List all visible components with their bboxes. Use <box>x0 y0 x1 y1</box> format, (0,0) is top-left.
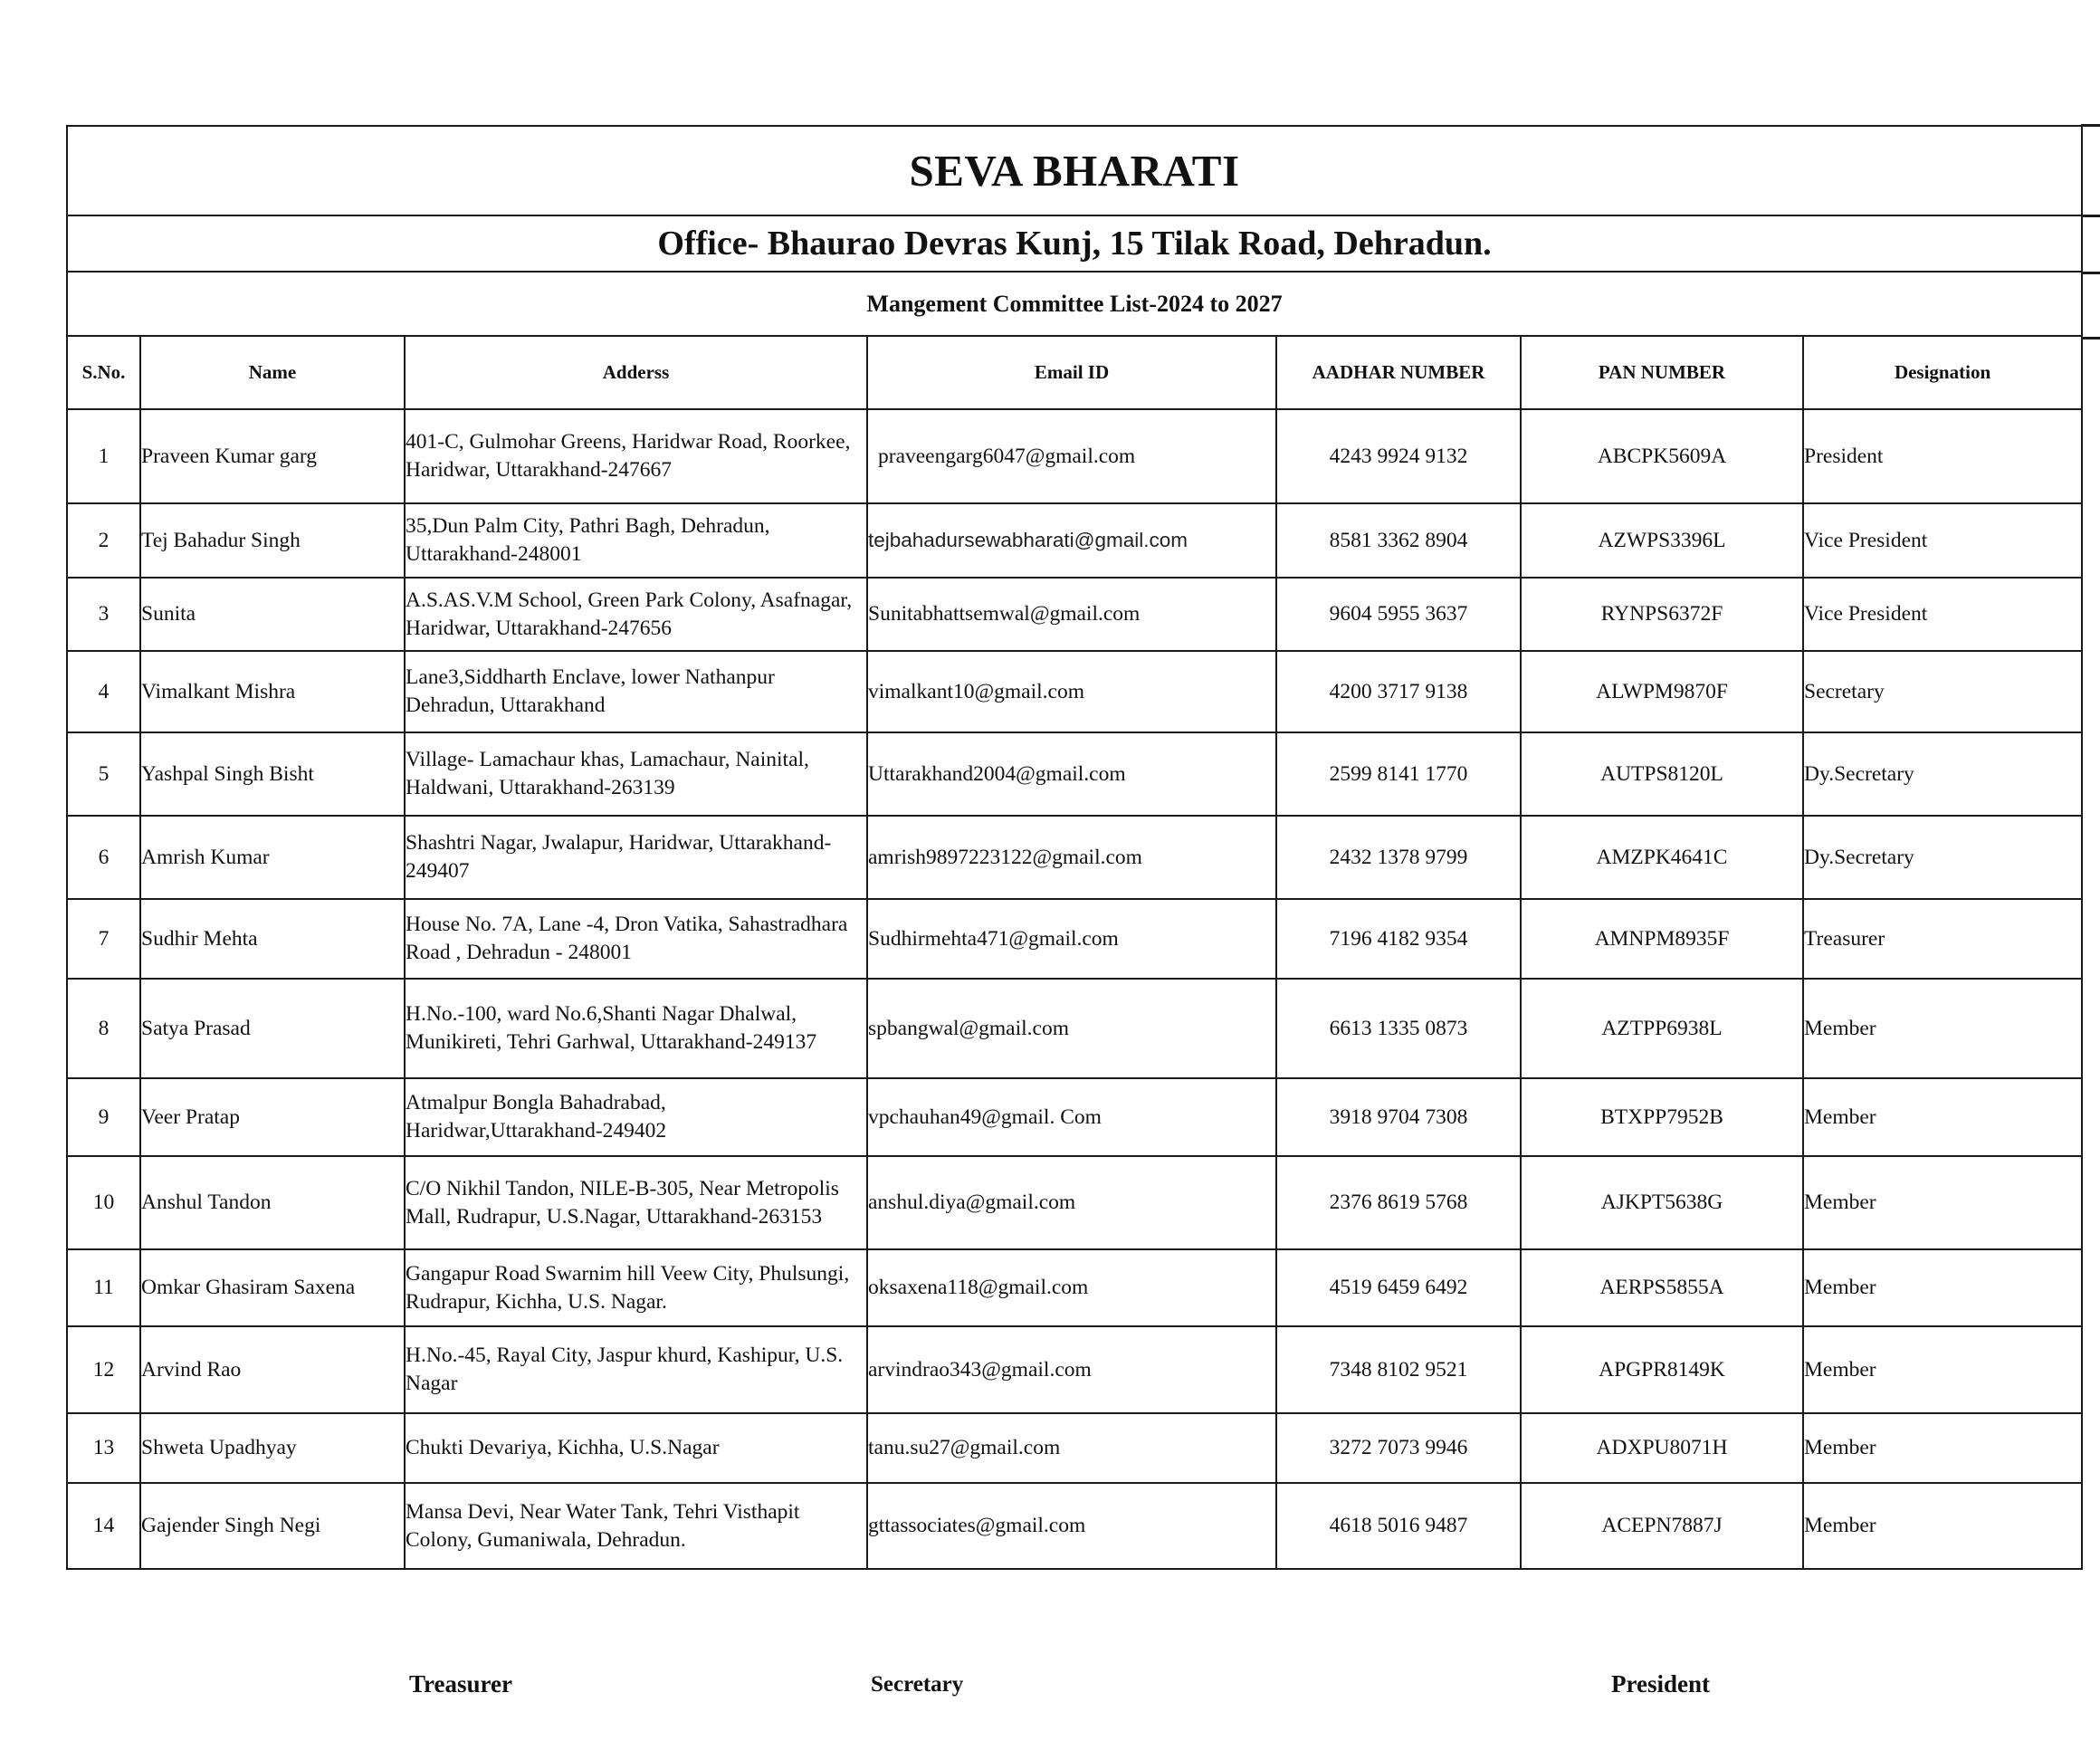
table-rule-extension <box>2081 124 2100 127</box>
cell-address: Gangapur Road Swarnim hill Veew City, Phulsungi, Rudrapur, Kichha, U.S. Nagar. <box>405 1249 867 1326</box>
cell-pan: ACEPN7887J <box>1521 1483 1803 1569</box>
cell-email: oksaxena118@gmail.com <box>867 1249 1276 1326</box>
cell-designation: Dy.Secretary <box>1803 732 2082 816</box>
cell-designation: Member <box>1803 1078 2082 1156</box>
table-row <box>67 409 2082 503</box>
column-header-designation: Designation <box>1803 336 2082 409</box>
cell-address: Chukti Devariya, Kichha, U.S.Nagar <box>405 1413 867 1483</box>
cell-pan: AUTPS8120L <box>1521 732 1803 816</box>
cell-email: arvindrao343@gmail.com <box>867 1326 1276 1413</box>
cell-aadhar: 7348 8102 9521 <box>1276 1326 1521 1413</box>
cell-sno: 7 <box>67 899 140 979</box>
cell-designation: President <box>1803 409 2082 503</box>
cell-sno: 5 <box>67 732 140 816</box>
cell-designation: Secretary <box>1803 651 2082 732</box>
cell-pan: RYNPS6372F <box>1521 578 1803 651</box>
table-row <box>67 1249 2082 1326</box>
column-header-pan: PAN NUMBER <box>1521 336 1803 409</box>
cell-designation: Member <box>1803 979 2082 1078</box>
cell-name: Praveen Kumar garg <box>140 409 405 503</box>
cell-aadhar: 3272 7073 9946 <box>1276 1413 1521 1483</box>
cell-address: Atmalpur Bongla Bahadrabad, Haridwar,Uttarakhand-249402 <box>405 1078 867 1156</box>
cell-address: A.S.AS.V.M School, Green Park Colony, Asafnagar, Haridwar, Uttarakhand-247656 <box>405 578 867 651</box>
cell-pan: AZTPP6938L <box>1521 979 1803 1078</box>
cell-name: Sudhir Mehta <box>140 899 405 979</box>
cell-aadhar: 4618 5016 9487 <box>1276 1483 1521 1569</box>
list-title: Mangement Committee List-2024 to 2027 <box>67 272 2082 336</box>
cell-sno: 10 <box>67 1156 140 1249</box>
cell-name: Sunita <box>140 578 405 651</box>
cell-sno: 4 <box>67 651 140 732</box>
cell-designation: Vice President <box>1803 503 2082 578</box>
cell-pan: ADXPU8071H <box>1521 1413 1803 1483</box>
cell-aadhar: 9604 5955 3637 <box>1276 578 1521 651</box>
table-row <box>67 732 2082 816</box>
cell-designation: Dy.Secretary <box>1803 816 2082 899</box>
cell-pan: ABCPK5609A <box>1521 409 1803 503</box>
signature-president: President <box>1611 1670 1710 1697</box>
cell-email: gttassociates@gmail.com <box>867 1483 1276 1569</box>
cell-address: 401-C, Gulmohar Greens, Haridwar Road, Roorkee, Haridwar, Uttarakhand-247667 <box>405 409 867 503</box>
cell-pan: AMNPM8935F <box>1521 899 1803 979</box>
organization-title: SEVA BHARATI <box>67 126 2082 215</box>
cell-name: Shweta Upadhyay <box>140 1413 405 1483</box>
table-row <box>67 979 2082 1078</box>
table-row <box>67 651 2082 732</box>
cell-aadhar: 2599 8141 1770 <box>1276 732 1521 816</box>
cell-email: tanu.su27@gmail.com <box>867 1413 1276 1483</box>
column-header-email: Email ID <box>867 336 1276 409</box>
table-row <box>67 1326 2082 1413</box>
cell-email: Sunitabhattsemwal@gmail.com <box>867 578 1276 651</box>
cell-email: anshul.diya@gmail.com <box>867 1156 1276 1249</box>
cell-name: Arvind Rao <box>140 1326 405 1413</box>
cell-designation: Member <box>1803 1156 2082 1249</box>
table-rule-extension <box>2081 215 2100 217</box>
table-rule-extension <box>2081 272 2100 274</box>
cell-email: tejbahadursewabharati@gmail.com <box>867 503 1276 578</box>
office-address: Office- Bhaurao Devras Kunj, 15 Tilak Road, Dehradun. <box>67 215 2082 272</box>
cell-designation: Vice President <box>1803 578 2082 651</box>
cell-designation: Member <box>1803 1413 2082 1483</box>
cell-designation: Treasurer <box>1803 899 2082 979</box>
cell-aadhar: 2432 1378 9799 <box>1276 816 1521 899</box>
cell-email: Uttarakhand2004@gmail.com <box>867 732 1276 816</box>
cell-email: vpchauhan49@gmail. Com <box>867 1078 1276 1156</box>
cell-address: C/O Nikhil Tandon, NILE-B-305, Near Metropolis Mall, Rudrapur, U.S.Nagar, Uttarakhand-263153 <box>405 1156 867 1249</box>
cell-pan: AZWPS3396L <box>1521 503 1803 578</box>
cell-name: Omkar Ghasiram Saxena <box>140 1249 405 1326</box>
cell-address: Lane3,Siddharth Enclave, lower Nathanpur Dehradun, Uttarakhand <box>405 651 867 732</box>
cell-name: Tej Bahadur Singh <box>140 503 405 578</box>
cell-name: Satya Prasad <box>140 979 405 1078</box>
cell-sno: 11 <box>67 1249 140 1326</box>
cell-aadhar: 2376 8619 5768 <box>1276 1156 1521 1249</box>
cell-address: Mansa Devi, Near Water Tank, Tehri Visthapit Colony, Gumaniwala, Dehradun. <box>405 1483 867 1569</box>
table-row <box>67 816 2082 899</box>
list-title-row <box>67 272 2082 336</box>
cell-address: H.No.-100, ward No.6,Shanti Nagar Dhalwal, Munikireti, Tehri Garhwal, Uttarakhand-249137 <box>405 979 867 1078</box>
cell-designation: Member <box>1803 1483 2082 1569</box>
signature-secretary: Secretary <box>871 1672 964 1697</box>
cell-name: Vimalkant Mishra <box>140 651 405 732</box>
cell-pan: ALWPM9870F <box>1521 651 1803 732</box>
cell-sno: 2 <box>67 503 140 578</box>
cell-aadhar: 7196 4182 9354 <box>1276 899 1521 979</box>
column-header-name: Name <box>140 336 405 409</box>
table-rule-extension <box>2081 337 2100 339</box>
table-row <box>67 1413 2082 1483</box>
cell-address: Village- Lamachaur khas, Lamachaur, Nainital, Haldwani, Uttarakhand-263139 <box>405 732 867 816</box>
cell-name: Anshul Tandon <box>140 1156 405 1249</box>
cell-sno: 1 <box>67 409 140 503</box>
table-row <box>67 503 2082 578</box>
cell-aadhar: 6613 1335 0873 <box>1276 979 1521 1078</box>
cell-sno: 6 <box>67 816 140 899</box>
cell-address: House No. 7A, Lane -4, Dron Vatika, Sahastradhara Road , Dehradun - 248001 <box>405 899 867 979</box>
cell-aadhar: 8581 3362 8904 <box>1276 503 1521 578</box>
cell-email: spbangwal@gmail.com <box>867 979 1276 1078</box>
title-row <box>67 126 2082 215</box>
cell-aadhar: 4243 9924 9132 <box>1276 409 1521 503</box>
cell-name: Gajender Singh Negi <box>140 1483 405 1569</box>
office-row <box>67 215 2082 272</box>
cell-pan: BTXPP7952B <box>1521 1078 1803 1156</box>
cell-pan: APGPR8149K <box>1521 1326 1803 1413</box>
table-row <box>67 1483 2082 1569</box>
cell-email: vimalkant10@gmail.com <box>867 651 1276 732</box>
column-header-row <box>67 336 2082 409</box>
cell-email: amrish9897223122@gmail.com <box>867 816 1276 899</box>
column-header-sno: S.No. <box>67 336 140 409</box>
table-row <box>67 1078 2082 1156</box>
cell-name: Yashpal Singh Bisht <box>140 732 405 816</box>
cell-email: praveengarg6047@gmail.com <box>867 409 1276 503</box>
table-row <box>67 578 2082 651</box>
cell-pan: AMZPK4641C <box>1521 816 1803 899</box>
column-header-aadhar: AADHAR NUMBER <box>1276 336 1521 409</box>
cell-aadhar: 3918 9704 7308 <box>1276 1078 1521 1156</box>
cell-email: Sudhirmehta471@gmail.com <box>867 899 1276 979</box>
cell-aadhar: 4519 6459 6492 <box>1276 1249 1521 1326</box>
signature-treasurer: Treasurer <box>409 1670 512 1697</box>
column-header-address: Adderss <box>405 336 867 409</box>
cell-name: Veer Pratap <box>140 1078 405 1156</box>
cell-name: Amrish Kumar <box>140 816 405 899</box>
cell-address: Shashtri Nagar, Jwalapur, Haridwar, Uttarakhand-249407 <box>405 816 867 899</box>
committee-table <box>66 125 2083 1570</box>
cell-sno: 8 <box>67 979 140 1078</box>
cell-pan: AERPS5855A <box>1521 1249 1803 1326</box>
cell-aadhar: 4200 3717 9138 <box>1276 651 1521 732</box>
table-row <box>67 1156 2082 1249</box>
cell-designation: Member <box>1803 1326 2082 1413</box>
cell-pan: AJKPT5638G <box>1521 1156 1803 1249</box>
cell-designation: Member <box>1803 1249 2082 1326</box>
cell-sno: 14 <box>67 1483 140 1569</box>
cell-sno: 9 <box>67 1078 140 1156</box>
cell-address: H.No.-45, Rayal City, Jaspur khurd, Kashipur, U.S. Nagar <box>405 1326 867 1413</box>
cell-sno: 12 <box>67 1326 140 1413</box>
table-row <box>67 899 2082 979</box>
cell-sno: 3 <box>67 578 140 651</box>
cell-address: 35,Dun Palm City, Pathri Bagh, Dehradun, Uttarakhand-248001 <box>405 503 867 578</box>
cell-sno: 13 <box>67 1413 140 1483</box>
